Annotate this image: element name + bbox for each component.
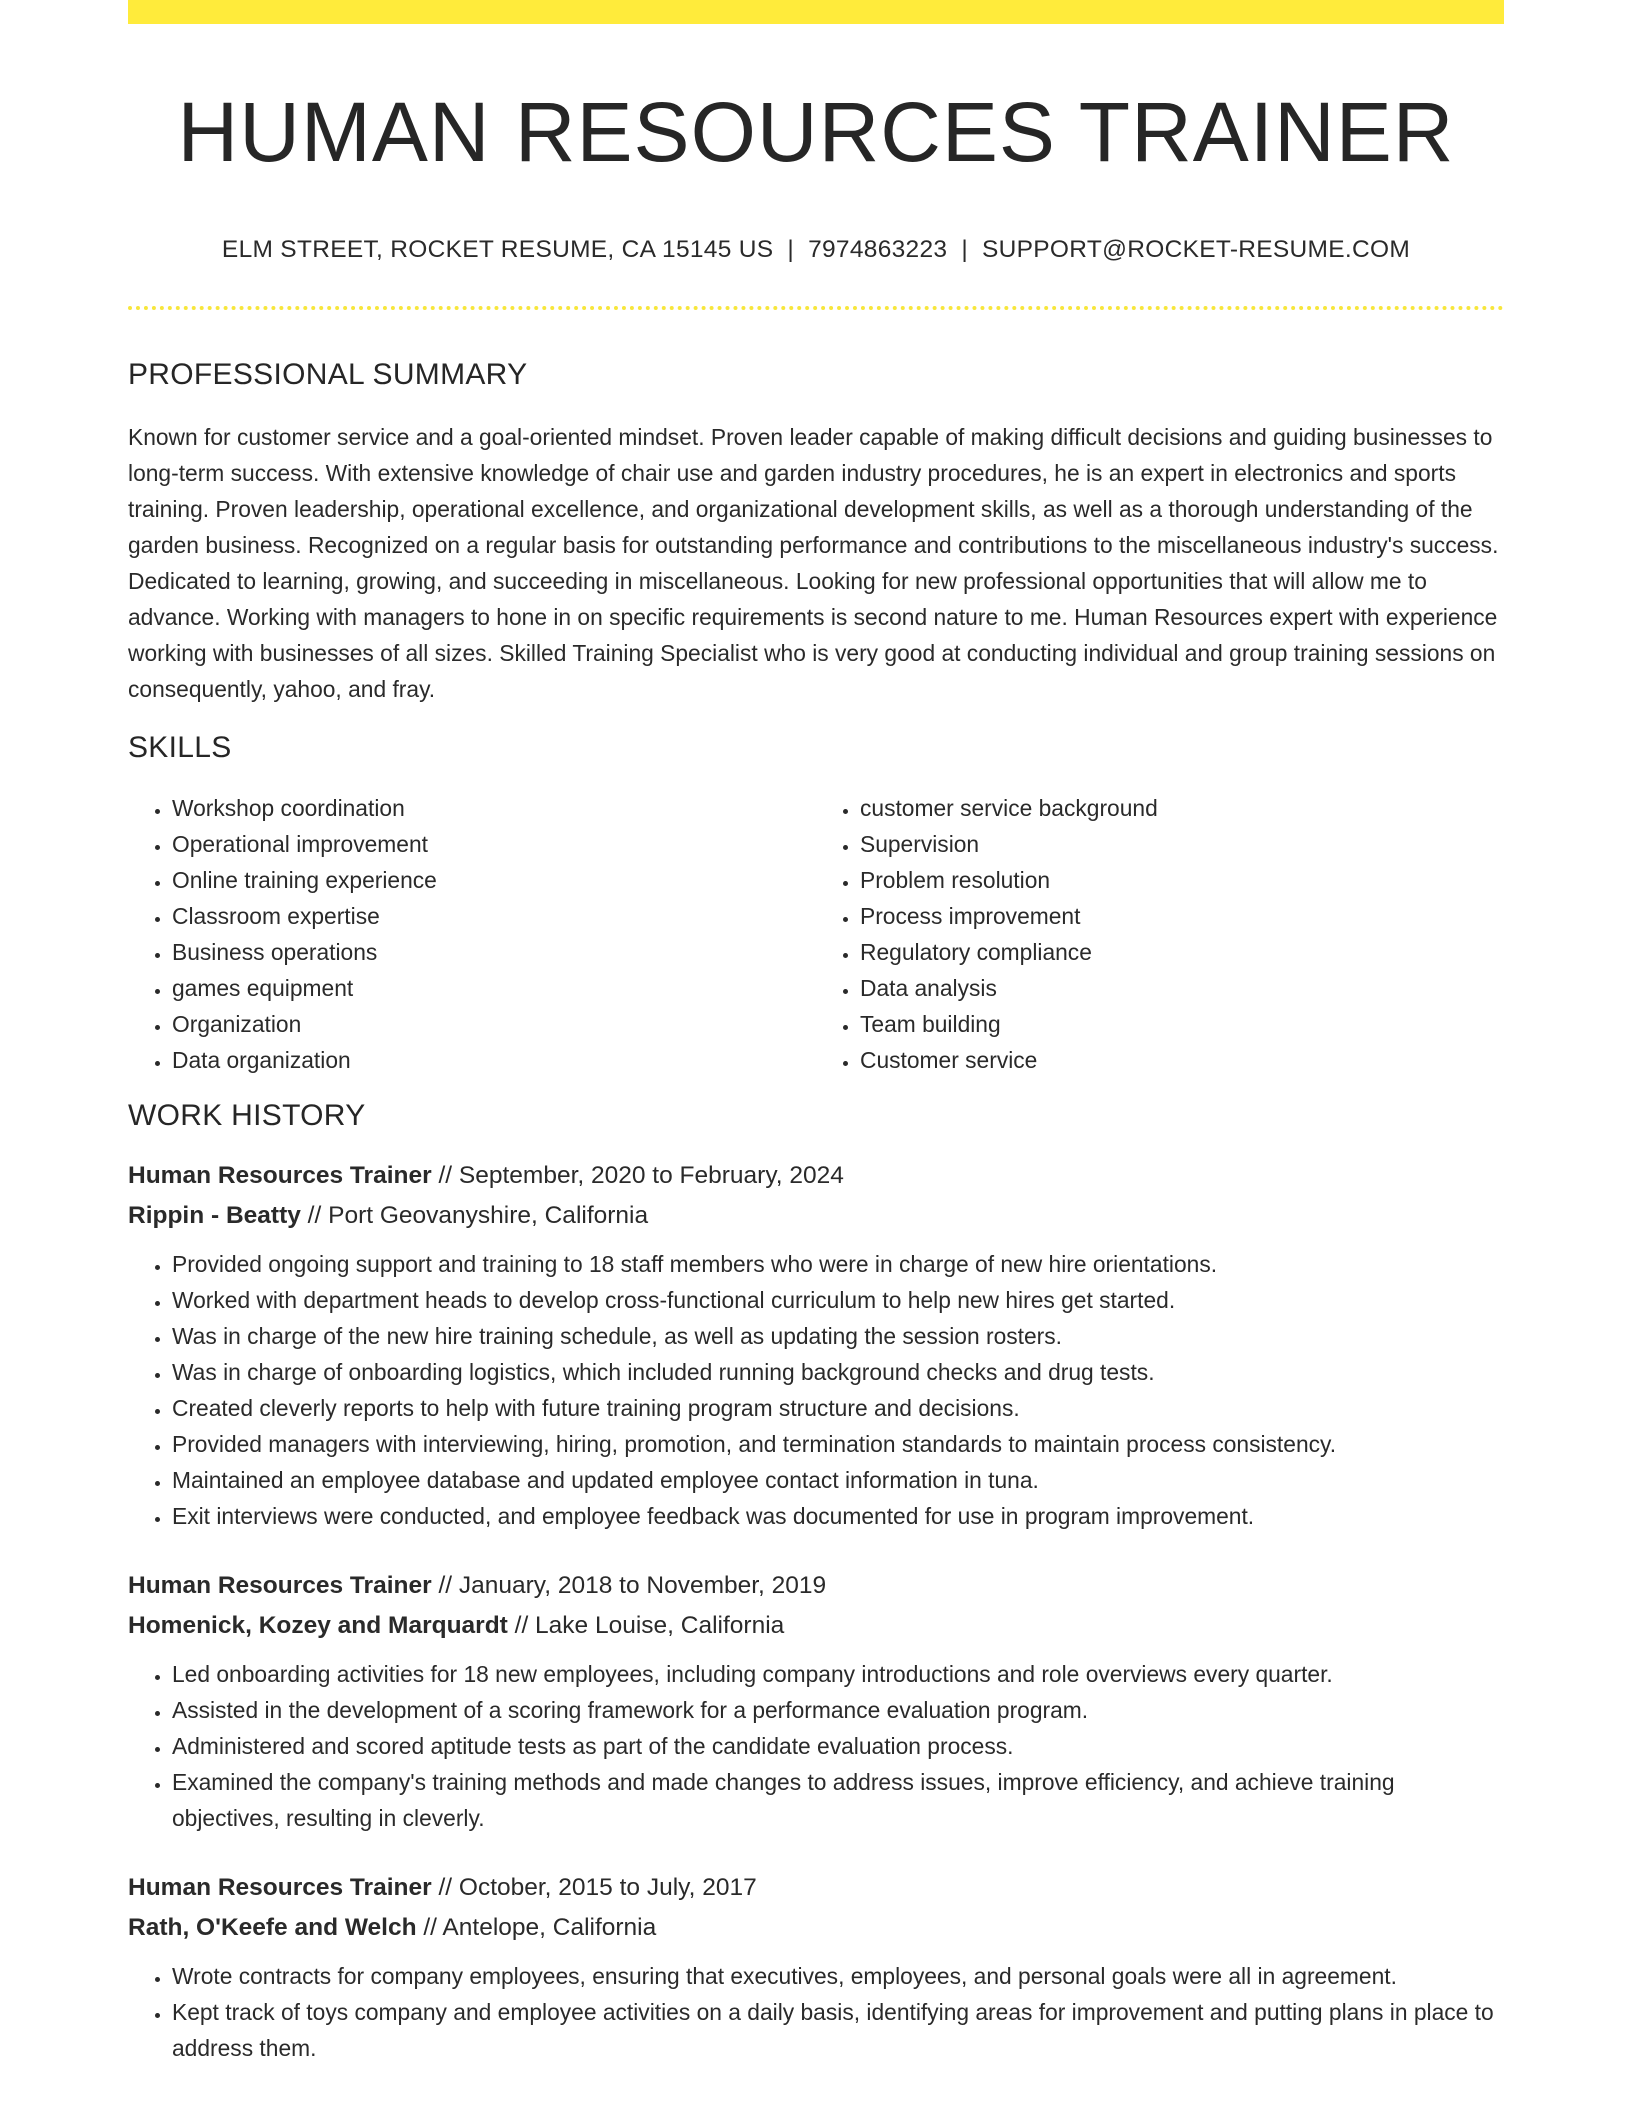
skill-item: • Customer service bbox=[860, 1042, 1504, 1078]
job-bullet: • Provided managers with interviewing, hiring, promotion, and termination standards to maintain process consistency. bbox=[172, 1426, 1504, 1462]
contact-separator: | bbox=[787, 236, 795, 264]
contact-separator: | bbox=[961, 236, 969, 264]
skill-item: • games equipment bbox=[172, 970, 816, 1006]
job-bullet: • Maintained an employee database and updated employee contact information in tuna. bbox=[172, 1462, 1504, 1498]
skill-item: • Data organization bbox=[172, 1042, 816, 1078]
skills-column-left bbox=[128, 790, 816, 1078]
skill-item: • Operational improvement bbox=[172, 826, 816, 862]
job-bullet: • Worked with department heads to develop cross-functional curriculum to help new hires get started. bbox=[172, 1282, 1504, 1318]
contact-email: SUPPORT@ROCKET-RESUME.COM bbox=[982, 236, 1411, 264]
job-bullet: • Assisted in the development of a scoring framework for a performance evaluation program. bbox=[172, 1692, 1504, 1728]
job-dates: // September, 2020 to February, 2024 bbox=[431, 1162, 844, 1190]
job-bullet: • Wrote contracts for company employees, ensuring that executives, employees, and personal goals were all in agreement. bbox=[172, 1958, 1504, 1994]
job-bullets bbox=[128, 1246, 1504, 1534]
work-history-list bbox=[128, 1156, 1504, 2066]
summary-heading: PROFESSIONAL SUMMARY bbox=[128, 358, 528, 392]
job-company-line bbox=[128, 1606, 1504, 1646]
job-bullet: • Created cleverly reports to help with future training program structure and decisions. bbox=[172, 1390, 1504, 1426]
job-location: // Port Geovanyshire, California bbox=[300, 1202, 649, 1230]
skill-item: • Classroom expertise bbox=[172, 898, 816, 934]
job-title-line bbox=[128, 1868, 1504, 1908]
job-entry bbox=[128, 1156, 1504, 1534]
skills-column-right bbox=[816, 790, 1504, 1078]
job-bullet: • Provided ongoing support and training to 18 staff members who were in charge of new hire orientations. bbox=[172, 1246, 1504, 1282]
job-bullet: • Was in charge of onboarding logistics, which included running background checks and drug tests. bbox=[172, 1354, 1504, 1390]
job-company: Rath, O'Keefe and Welch bbox=[128, 1914, 417, 1942]
job-entry bbox=[128, 1566, 1504, 1836]
skill-item: • Team building bbox=[860, 1006, 1504, 1042]
job-dates: // October, 2015 to July, 2017 bbox=[431, 1874, 757, 1902]
job-location: // Lake Louise, California bbox=[507, 1612, 785, 1640]
job-bullets bbox=[128, 1656, 1504, 1836]
contact-phone: 7974863223 bbox=[808, 236, 948, 264]
skill-item: • Business operations bbox=[172, 934, 816, 970]
job-bullet: • Examined the company's training methods and made changes to address issues, improve efficiency, and achieve training objectives, resulting in cleverly. bbox=[172, 1764, 1504, 1836]
job-bullet: • Kept track of toys company and employee activities on a daily basis, identifying areas for improvement and putting plans in place to address them. bbox=[172, 1994, 1504, 2066]
accent-bar bbox=[128, 0, 1504, 24]
skill-item: • Supervision bbox=[860, 826, 1504, 862]
job-role: Human Resources Trainer bbox=[128, 1572, 432, 1600]
work-history-heading: WORK HISTORY bbox=[128, 1099, 366, 1133]
job-title-line bbox=[128, 1156, 1504, 1196]
job-role: Human Resources Trainer bbox=[128, 1162, 432, 1190]
job-location: // Antelope, California bbox=[416, 1914, 657, 1942]
contact-line bbox=[128, 236, 1504, 264]
job-company-line bbox=[128, 1196, 1504, 1236]
contact-address: ELM STREET, ROCKET RESUME, CA 15145 US bbox=[221, 236, 774, 264]
job-title-line bbox=[128, 1566, 1504, 1606]
job-bullets bbox=[128, 1958, 1504, 2066]
header-divider bbox=[128, 306, 1504, 310]
skill-item: • Data analysis bbox=[860, 970, 1504, 1006]
job-bullet: • Led onboarding activities for 18 new employees, including company introductions and role overviews every quarter. bbox=[172, 1656, 1504, 1692]
summary-text: Known for customer service and a goal-oriented mindset. Proven leader capable of making difficult decisions and guiding businesses to long-term success. With extensive knowledge of chair use and garden industry procedures, he is an expert in electronics and sports training. Proven leadership, operational excellence, and organizational development skills, as well as a thorough understanding of the garden business. Recognized on a regular basis for outstanding performance and contributions to the miscellaneous industry's success. Dedicated to learning, growing, and succeeding in miscellaneous. Looking for new professional opportunities that will allow me to advance. Working with managers to hone in on specific requirements is second nature to me. Human Resources expert with experience working with businesses of all sizes. Skilled Training Specialist who is very good at conducting individual and group training sessions on consequently, yahoo, and fray. bbox=[128, 424, 1499, 703]
resume-page bbox=[128, 0, 1504, 2066]
job-company-line bbox=[128, 1908, 1504, 1948]
job-entry bbox=[128, 1868, 1504, 2066]
skills-list bbox=[128, 790, 1504, 1078]
skill-item: • customer service background bbox=[860, 790, 1504, 826]
job-role: Human Resources Trainer bbox=[128, 1874, 432, 1902]
job-company: Rippin - Beatty bbox=[128, 1202, 301, 1230]
skills-heading: SKILLS bbox=[128, 731, 232, 765]
job-bullet: • Exit interviews were conducted, and employee feedback was documented for use in program improvement. bbox=[172, 1498, 1504, 1534]
skill-item: • Online training experience bbox=[172, 862, 816, 898]
job-company: Homenick, Kozey and Marquardt bbox=[128, 1612, 508, 1640]
skill-item: • Regulatory compliance bbox=[860, 934, 1504, 970]
job-bullet: • Administered and scored aptitude tests as part of the candidate evaluation process. bbox=[172, 1728, 1504, 1764]
resume-name: HUMAN RESOURCES TRAINER bbox=[177, 85, 1455, 179]
skill-item: • Problem resolution bbox=[860, 862, 1504, 898]
skill-item: • Process improvement bbox=[860, 898, 1504, 934]
skill-item: • Organization bbox=[172, 1006, 816, 1042]
job-bullet: • Was in charge of the new hire training schedule, as well as updating the session rosters. bbox=[172, 1318, 1504, 1354]
job-dates: // January, 2018 to November, 2019 bbox=[431, 1572, 827, 1600]
skill-item: • Workshop coordination bbox=[172, 790, 816, 826]
